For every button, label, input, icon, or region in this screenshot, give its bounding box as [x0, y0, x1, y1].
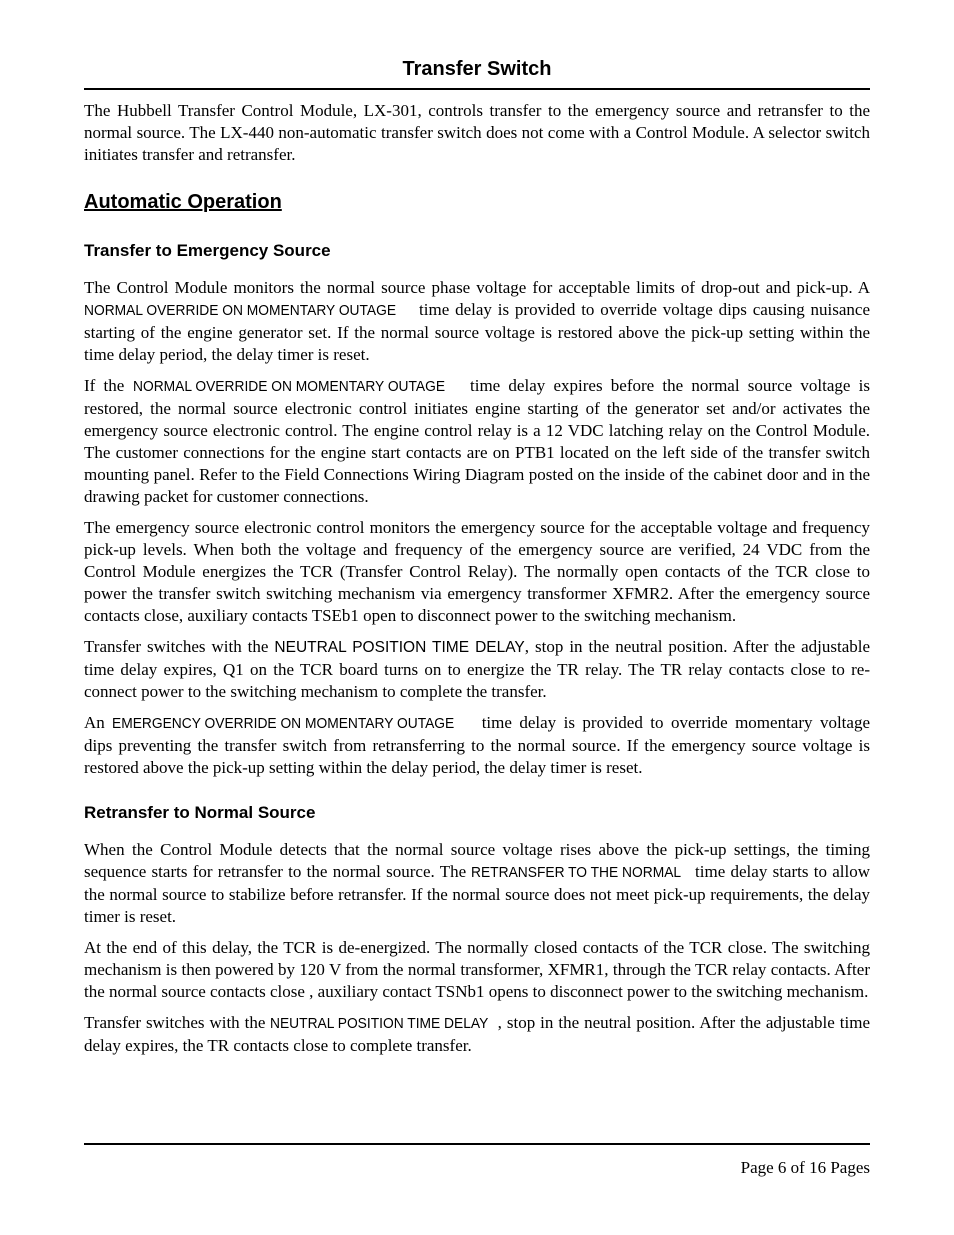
page-header-title: Transfer Switch	[402, 58, 552, 80]
term-neutral-position: NEUTRAL POSITION TIME DELAY	[274, 639, 525, 656]
intro-paragraph: The Hubbell Transfer Control Module, LX-301, controls transfer to the emergency source and retransfer to the normal source. The LX-440 non-automatic transfer switch does not come with a Control Module. A selector switch initiates transfer and retransfer.	[84, 101, 870, 164]
retransfer-paragraph-1: When the Control Module detects that the normal source voltage rises above the pick-up settings, the timing sequence starts for retransfer to the normal source. The RETRANSFER TO THE NORMAL time delay starts to allow the normal source to stabilize before retransfer. If the normal source does not meet pick-up requirements, the delay timer is reset.	[84, 840, 870, 926]
section-heading: Automatic Operation	[84, 191, 282, 213]
term-emergency-override: EMERGENCY OVERRIDE ON MOMENTARY OUTAGE	[112, 715, 455, 732]
footer-rule	[84, 1143, 870, 1145]
transfer-paragraph-2: If the NORMAL OVERRIDE ON MOMENTARY OUTAGE time delay expires before the normal source voltage is restored, the normal source electronic control initiates engine starting of the generator set and/or activates the emergency source electronic control. The engine control relay is a 12 VDC latching relay on the Control Module. The customer connections for the engine start contacts are on PTB1 located on the left side of the transfer switch mounting panel. Refer to the Field Connections Wiring Diagram posted on the inside of the cabinet door and in the drawing packet for customer connections.	[84, 376, 870, 506]
header-rule	[84, 88, 870, 90]
transfer-paragraph-3: The emergency source electronic control monitors the emergency source for the acceptable voltage and frequency pick-up levels. When both the voltage and frequency of the emergency source are verified, 24 VDC from the Control Module energizes the TCR (Transfer Control Relay). The normally open contacts of the TCR close to power the transfer switch switching mechanism via emergency transformer XFMR2. After the emergency source contacts close, auxiliary contacts TSEb1 open to disconnect power to the switching mechanism.	[84, 518, 870, 625]
retransfer-paragraph-3: Transfer switches with the NEUTRAL POSITION TIME DELAY , stop in the neutral position. After the adjustable time delay expires, the TR contacts close to complete transfer.	[84, 1013, 870, 1055]
transfer-paragraph-4: Transfer switches with the NEUTRAL POSITION TIME DELAY, stop in the neutral position. After the adjustable time delay expires, Q1 on the TCR board turns on to energize the TR relay. The TR relay contacts close to re-connect power to the switching mechanism to complete the transfer.	[84, 637, 871, 701]
transfer-paragraph-5: An EMERGENCY OVERRIDE ON MOMENTARY OUTAGE time delay is provided to override momentary voltage dips preventing the transfer switch from retransferring to the normal source. If the emergency source voltage is restored above the pick-up setting within the delay period, the delay timer is reset.	[84, 713, 870, 777]
transfer-paragraph-1: The Control Module monitors the normal source phase voltage for acceptable limits of drop-out and pick-up. A NORMAL OVERRIDE ON MOMENTARY OUTAGE time delay is provided to override voltage dips causing nuisance starting of the engine generator set. If the normal source voltage is restored above the pick-up setting within the time delay period, the delay timer is reset.	[84, 278, 870, 364]
document-body	[84, 100, 870, 1066]
term-normal-override: NORMAL OVERRIDE ON MOMENTARY OUTAGE	[84, 302, 397, 319]
term-normal-override: NORMAL OVERRIDE ON MOMENTARY OUTAGE	[132, 378, 445, 395]
subsection-heading-retransfer: Retransfer to Normal Source	[84, 803, 316, 822]
subsection-heading-transfer: Transfer to Emergency Source	[84, 241, 331, 260]
page-number: Page 6 of 16 Pages	[740, 1158, 870, 1177]
retransfer-paragraph-2: At the end of this delay, the TCR is de-energized. The normally closed contacts of the TCR close. The switching mechanism is then powered by 120 V from the normal transformer, XFMR1, through the TCR relay contacts. After the normal source contacts close , auxiliary contact TSNb1 opens to disconnect power to the switching mechanism.	[84, 938, 870, 1001]
term-neutral-position: NEUTRAL POSITION TIME DELAY	[270, 1015, 489, 1032]
term-retransfer-normal: RETRANSFER TO THE NORMAL	[471, 864, 682, 881]
